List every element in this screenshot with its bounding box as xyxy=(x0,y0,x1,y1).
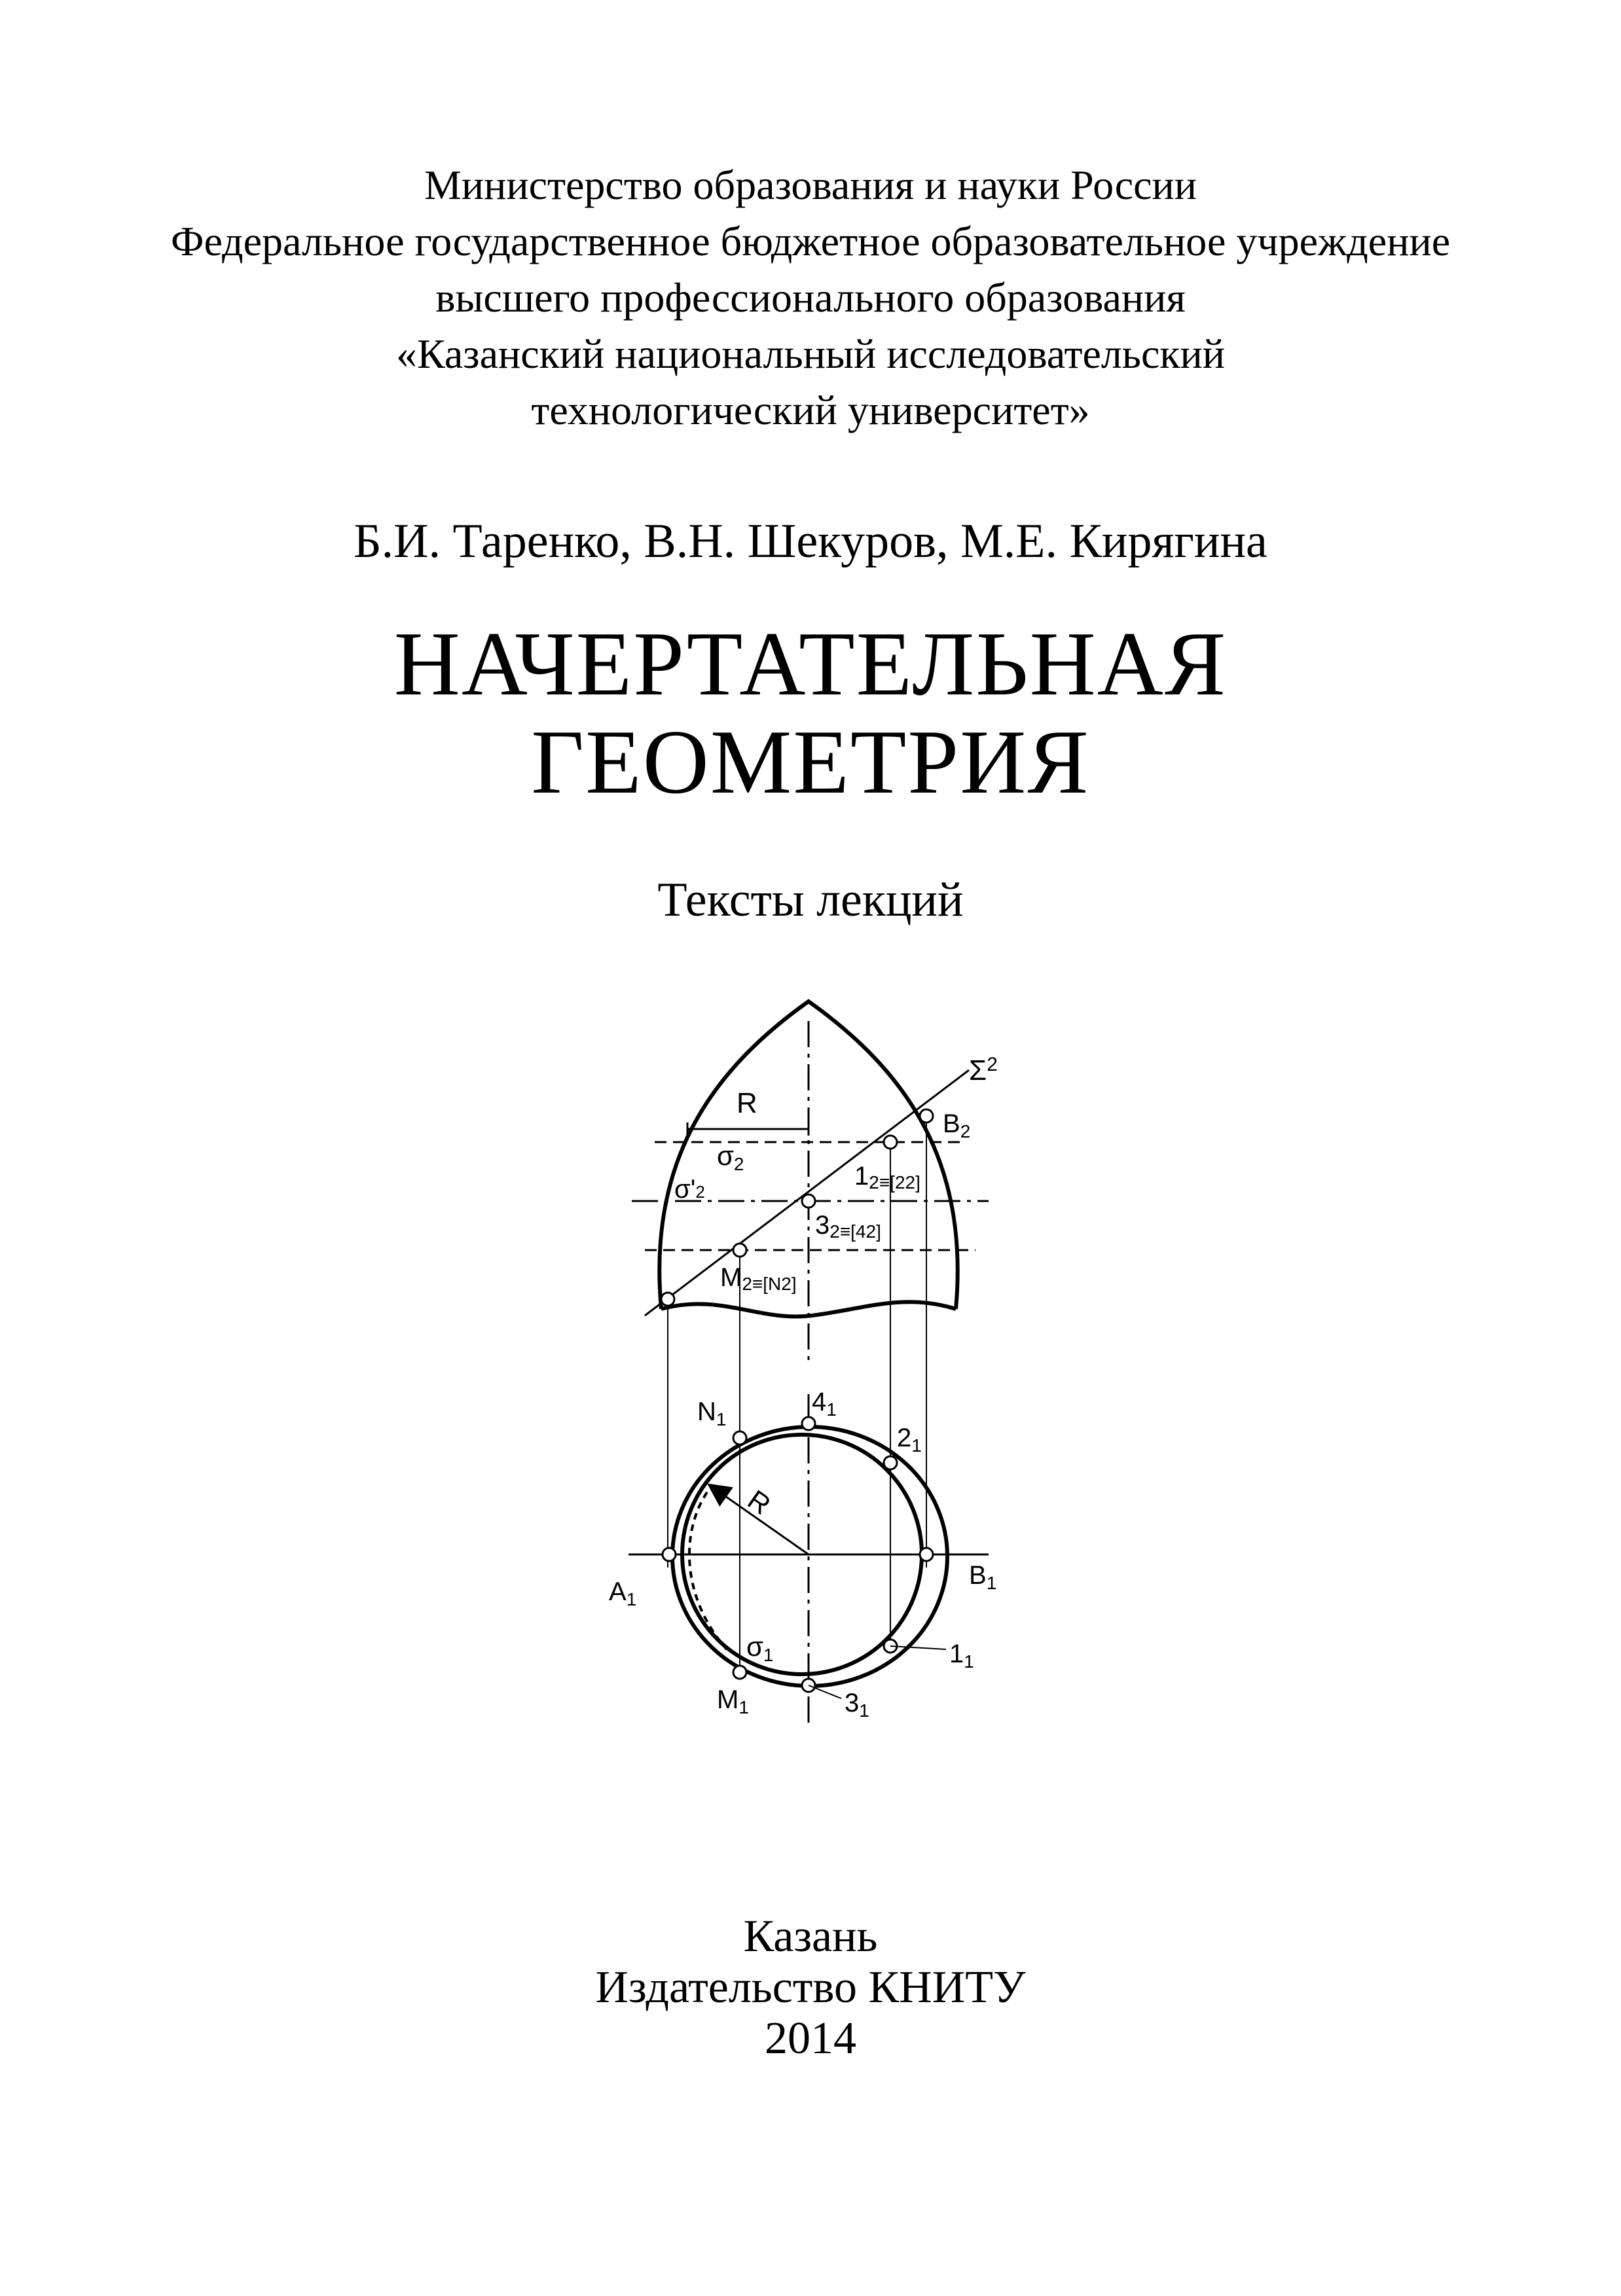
label-m2-n2: M2≡[N2] xyxy=(720,1263,797,1294)
point-b2 xyxy=(920,1109,933,1122)
label-32-42: 32≡[42] xyxy=(815,1211,881,1242)
institution-line: Федеральное государственное бюджетное образовательное учреждение xyxy=(170,218,1451,264)
point-32 xyxy=(802,1194,815,1208)
institution-line: «Казанский национальный исследовательский xyxy=(396,331,1225,377)
label-sigma2: σ2 xyxy=(717,1140,744,1174)
point-a1 xyxy=(663,1548,676,1561)
label-r-top: R xyxy=(737,1087,757,1119)
authors: Б.И. Таренко, В.Н. Шекуров, М.Е. Кирягина xyxy=(354,514,1267,568)
label-b1: $B_1$ xyxy=(969,1561,997,1593)
book-subtitle: Тексты лекций xyxy=(657,873,964,927)
label-31: $3_1$ xyxy=(845,1689,869,1721)
label-12-22: 12≡[22] xyxy=(854,1162,920,1193)
imprint-city: Казань xyxy=(743,1911,878,1962)
label-n1: $N_1$ xyxy=(697,1397,727,1429)
label-11: $1_1$ xyxy=(949,1640,974,1672)
institution-line: технологический университет» xyxy=(531,387,1090,433)
point-12 xyxy=(884,1136,897,1149)
label-b2: $B_2$ xyxy=(943,1109,971,1141)
point-m2 xyxy=(733,1244,746,1257)
imprint-year: 2014 xyxy=(765,2013,856,2064)
point-b1 xyxy=(920,1548,933,1561)
label-a1: $A_1$ xyxy=(609,1577,637,1609)
label-sigma-prime2: σ'2 xyxy=(674,1175,705,1204)
point-m1 xyxy=(733,1666,746,1679)
label-sigma1: σ1 xyxy=(746,1631,774,1665)
point-21 xyxy=(884,1456,897,1469)
label-m1: $M_1$ xyxy=(717,1685,749,1717)
title-line: НАЧЕРТАТЕЛЬНАЯ xyxy=(393,613,1228,715)
label-r-bottom: R xyxy=(742,1484,776,1521)
institution-line: высшего профессионального образования xyxy=(435,274,1186,321)
label-sigma2-big: $\Sigma^2$ xyxy=(969,1054,998,1086)
point-a2 xyxy=(661,1293,674,1306)
imprint-publisher: Издательство КНИТУ xyxy=(595,1962,1026,2013)
institution-line: Министерство образования и науки России xyxy=(424,162,1197,208)
point-41 xyxy=(802,1417,815,1430)
label-21: $2_1$ xyxy=(897,1424,922,1456)
point-n1 xyxy=(733,1431,746,1444)
imprint xyxy=(0,1911,1621,2064)
label-41: $4_1$ xyxy=(812,1388,837,1420)
title-line: ГЕОМЕТРИЯ xyxy=(531,711,1090,813)
